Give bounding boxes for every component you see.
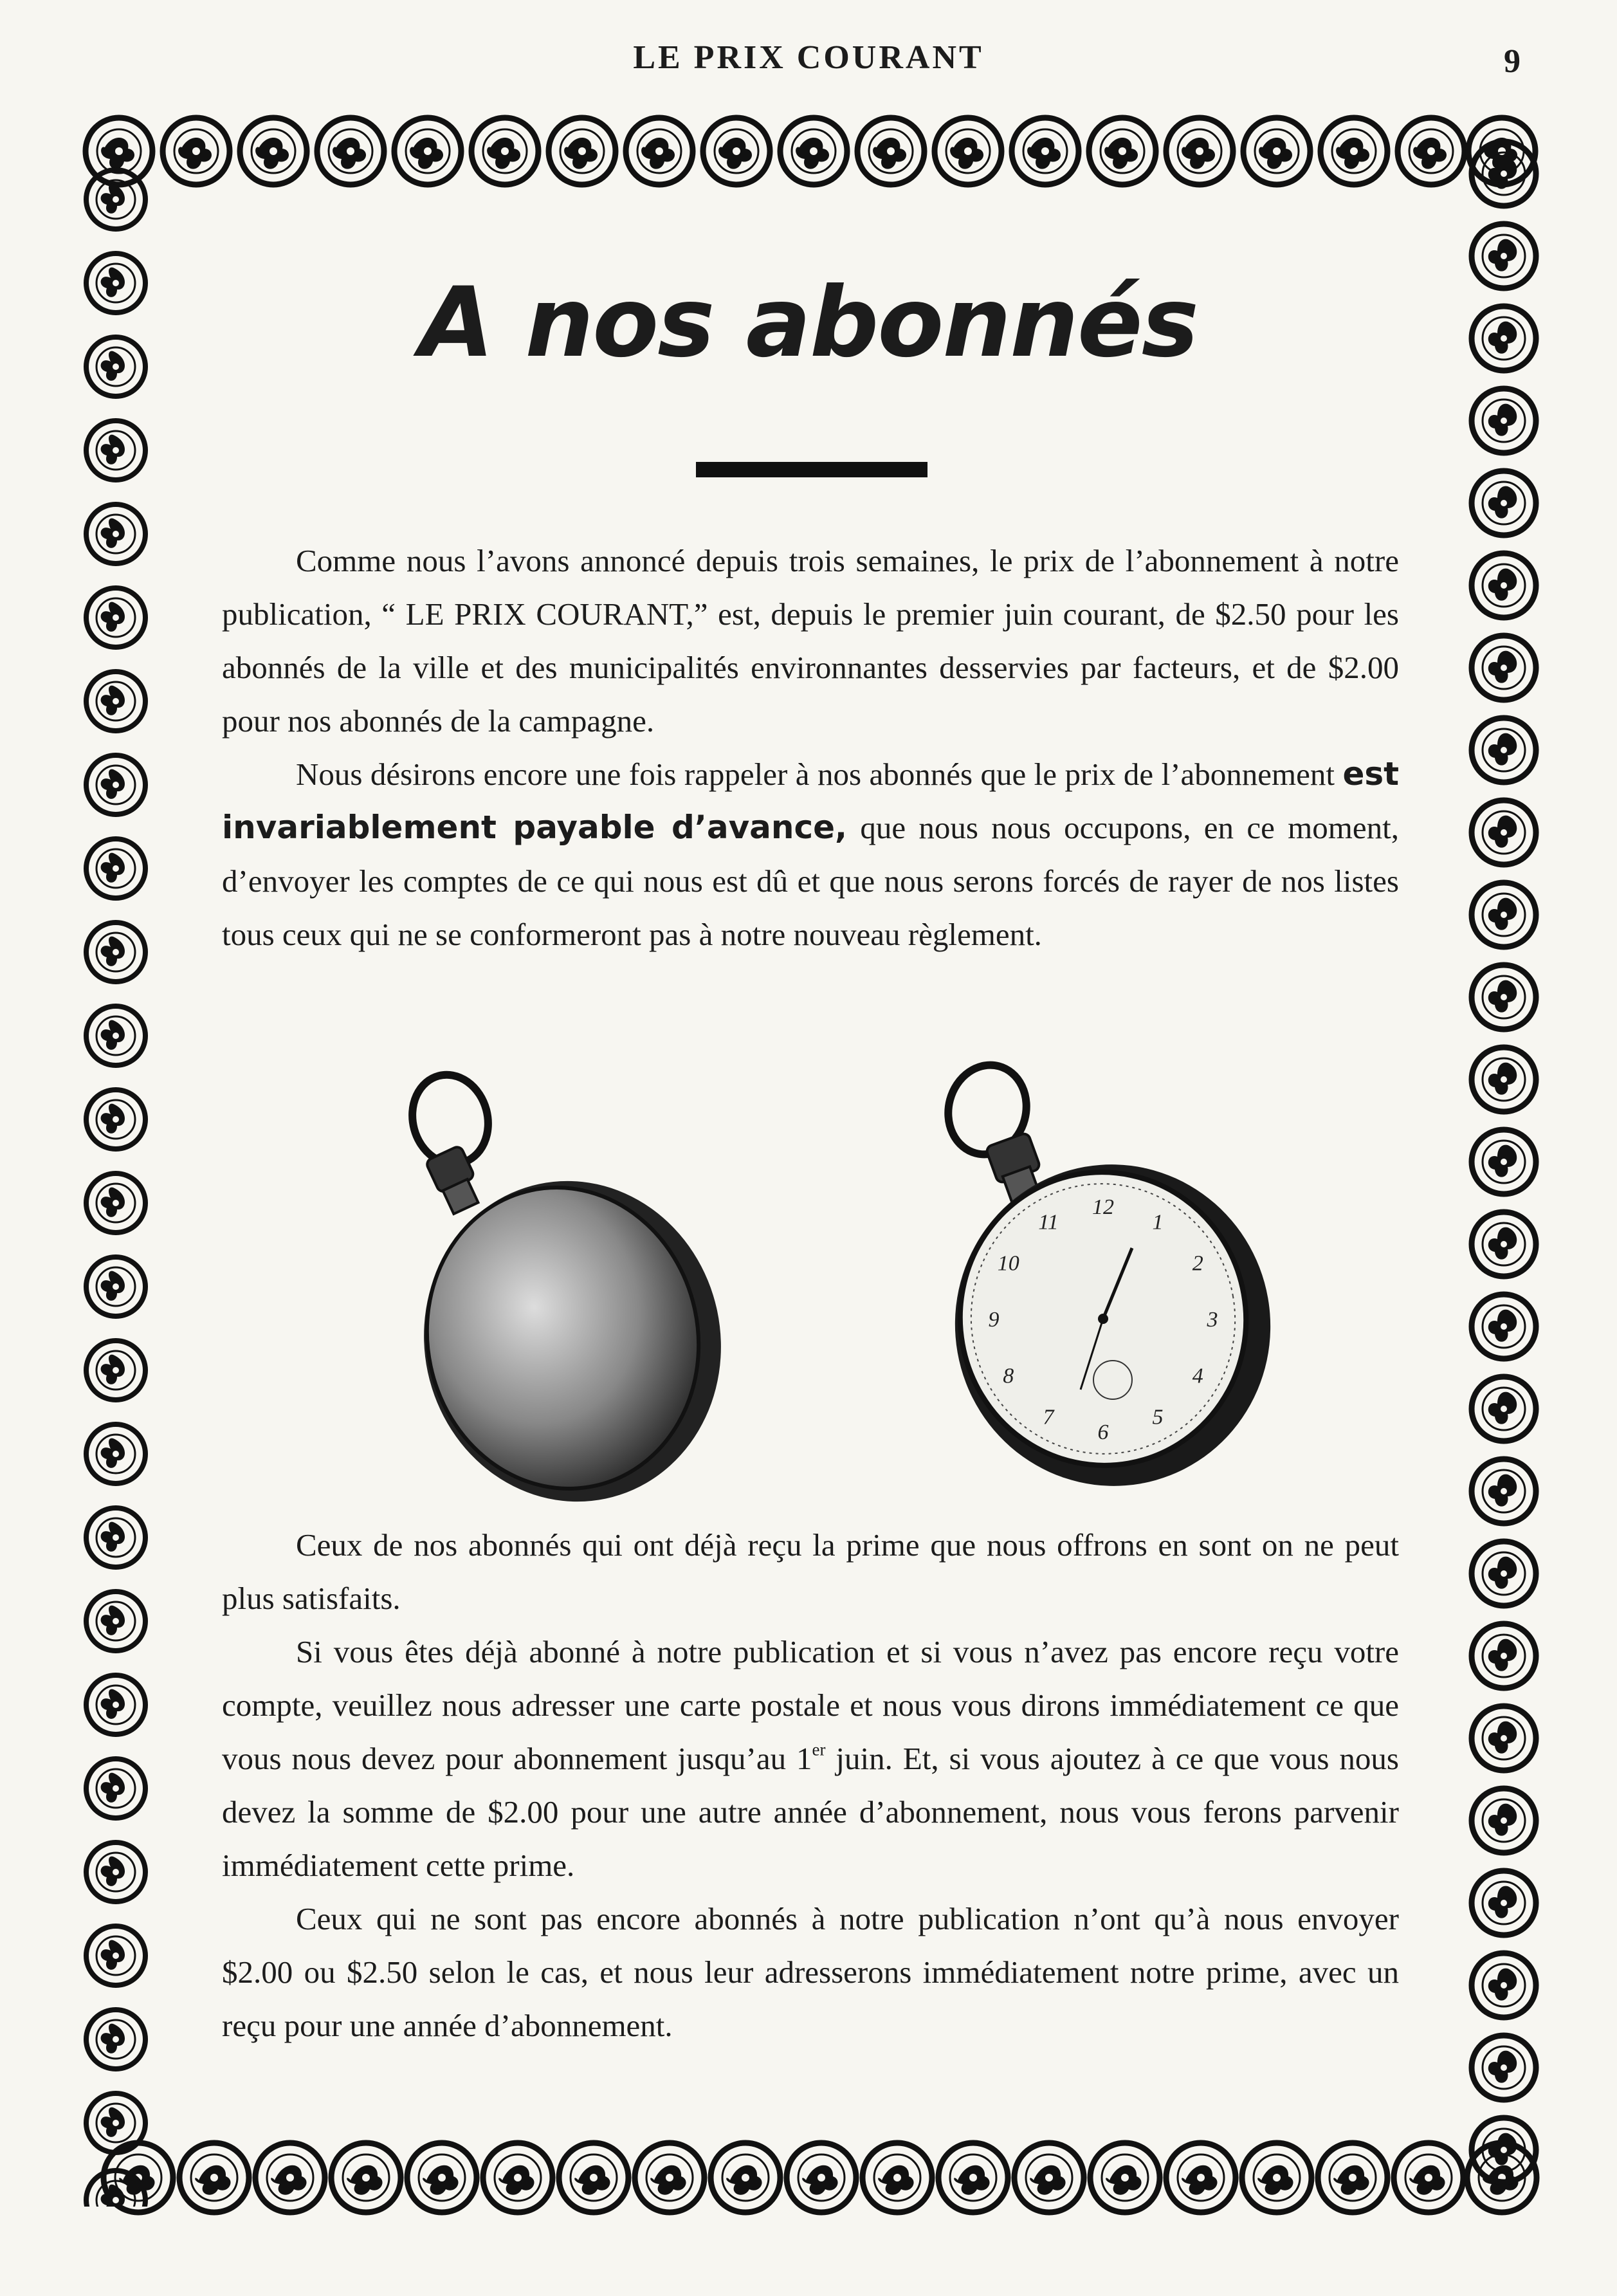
title-underline-rule xyxy=(696,462,927,477)
dial-numeral: 10 xyxy=(997,1251,1019,1276)
paragraph-payment-reminder xyxy=(222,748,1399,961)
dial-numeral: 4 xyxy=(1192,1364,1203,1388)
paragraph-new-subscribers: Ceux qui ne sont pas encore abonnés à notre publication n’ont qu’à nous envoyer $2.00 ou $2.50 selon le cas, et nous leur adresserons immédiatement notre prime, avec un reçu pour une année d’abonnement. xyxy=(222,1901,1399,2043)
dial-numeral: 1 xyxy=(1152,1210,1164,1235)
running-title: LE PRIX COURANT xyxy=(633,39,984,76)
payable-in-advance-emphasis: est invariablement payable d’avance, xyxy=(222,755,1400,846)
dial-numeral: 7 xyxy=(1043,1405,1054,1429)
paragraph-payment-text-end: que nous nous occupons, en ce moment, d’envoyer les comptes de ce qui nous est dû et que nous serons forcés de rayer de nos listes tous ceux qui ne se conformeront pas à notre nouveau règlement. xyxy=(222,810,1400,952)
closed-pocket-watch-icon xyxy=(399,1055,746,1505)
page-number: 9 xyxy=(1504,43,1521,80)
paragraph-satisfied-subscribers: Ceux de nos abonnés qui ont déjà reçu la prime que nous offrons en sont on ne peut plus satisfaits. xyxy=(222,1527,1399,1616)
ornamental-border-left-icon xyxy=(80,161,151,2207)
paragraph-subscription-price: Comme nous l’avons annoncé depuis trois semaines, le prix de l’abonnement à notre publication, “ LE PRIX COURANT,” est, depuis le premier juin courant, de $2.50 pour les abonnés de la ville et des municipalités environnantes desservies par facteurs, et de $2.00 pour nos abonnés de la campagne. xyxy=(222,543,1399,739)
premium-text-block xyxy=(222,1518,1399,2052)
article-title: A nos abonnés xyxy=(419,267,1198,379)
dial-numeral: 2 xyxy=(1192,1251,1203,1276)
paragraph-existing-subscribers xyxy=(222,1625,1399,1892)
dial-numeral: 6 xyxy=(1097,1420,1109,1444)
page-header xyxy=(0,39,1617,96)
ornamental-border-right-icon xyxy=(1460,116,1547,2213)
paragraph-payment-text-start: Nous désirons encore une fois rappeler à nos abonnés que le prix de l’abonnement xyxy=(296,757,1335,792)
ordinal-suffix: er xyxy=(812,1740,826,1759)
ornamental-border-bottom-icon xyxy=(100,2129,1540,2226)
paragraph-existing-text-end: juin. Et, si vous ajoutez à ce que vous nous devez la somme de $2.00 pour une autre année d’abonnement, nous vous ferons parvenir immédiatement cette prime. xyxy=(222,1741,1399,1883)
dial-numeral: 3 xyxy=(1207,1308,1218,1332)
open-pocket-watch-icon xyxy=(920,1055,1280,1492)
dial-numeral: 8 xyxy=(1003,1364,1014,1388)
dial-numeral: 12 xyxy=(1092,1195,1114,1219)
paragraph-existing-text-start: Si vous êtes déjà abonné à notre publication et si vous n’avez pas encore reçu votre compte, veuillez nous adresser une carte postale et nous vous dirons immédiatement ce que vous nous devez pour abonnement jusqu’au 1 xyxy=(222,1634,1399,1776)
dial-numeral: 9 xyxy=(988,1308,1000,1332)
ornamental-border-top-icon xyxy=(80,106,1540,196)
dial-numeral: 11 xyxy=(1038,1210,1059,1235)
intro-text-block xyxy=(222,534,1399,961)
dial-numeral: 5 xyxy=(1152,1405,1164,1429)
